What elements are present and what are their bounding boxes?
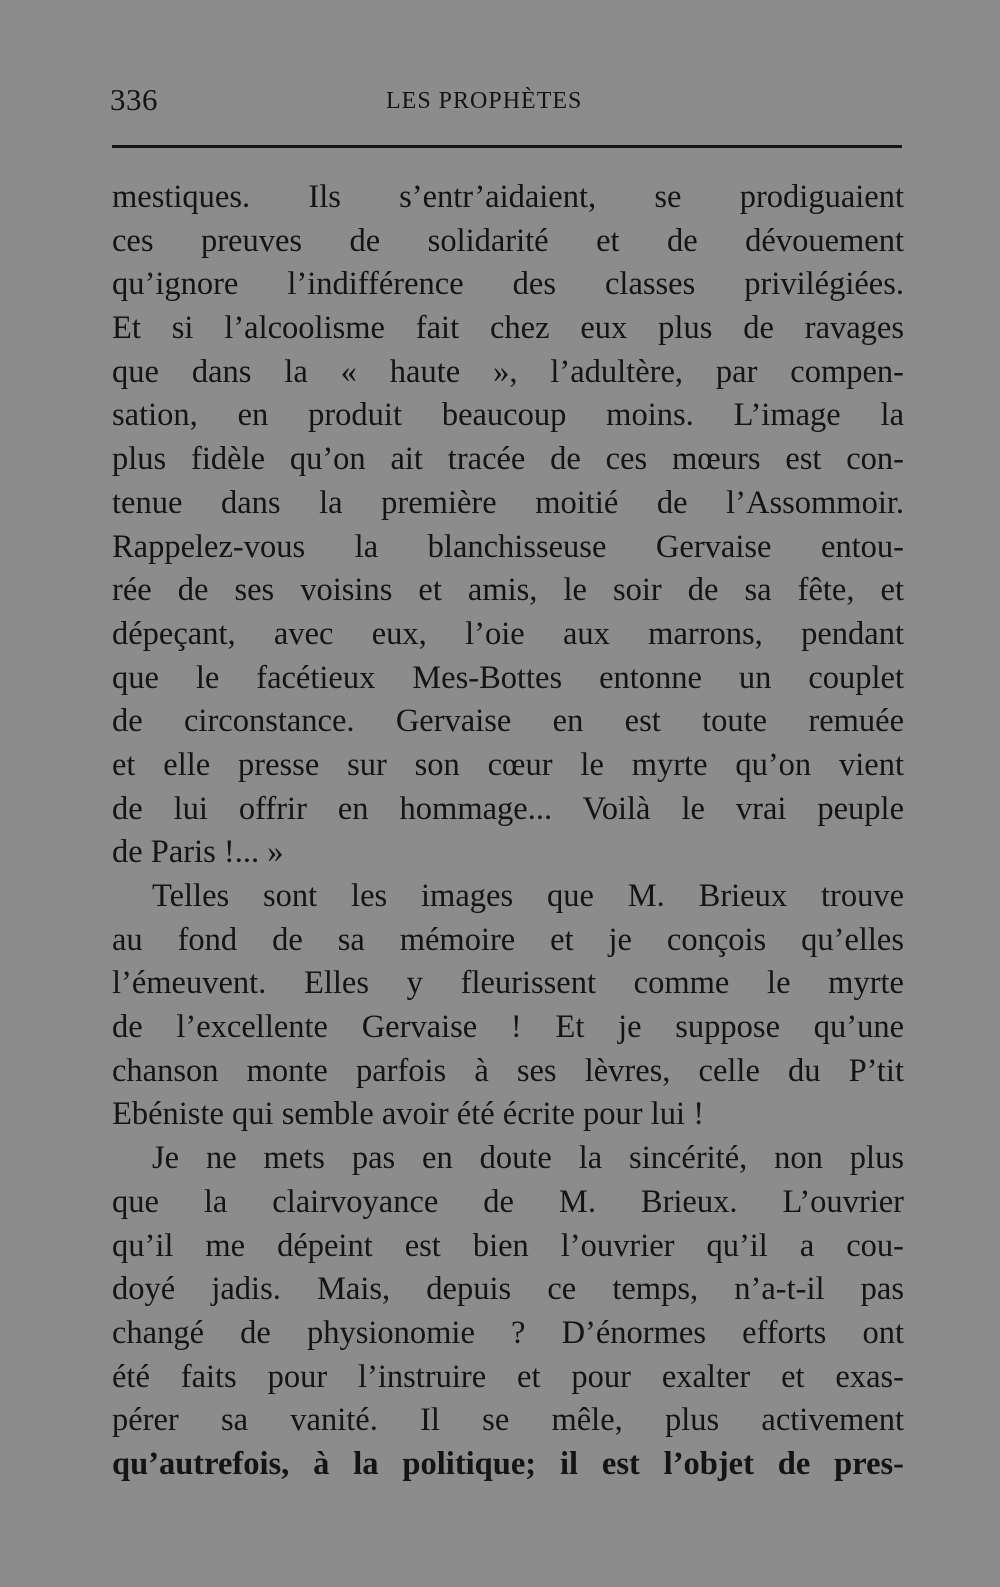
text-line: Telles sont les images que M. Brieux trouve: [152, 878, 904, 914]
text-line: Et si l’alcoolisme fait chez eux plus de ravages: [112, 310, 904, 347]
text-line: que dans la « haute », l’adultère, par compen-: [112, 353, 904, 390]
page-header: [110, 80, 910, 130]
text-line: de l’excellente Gervaise ! Et je suppose qu’une: [112, 1009, 904, 1046]
text-line: rée de ses voisins et amis, le soir de sa fête, et: [112, 572, 904, 609]
running-title: LES PROPHÈTES: [386, 88, 583, 114]
text-line: tenue dans la première moitié de l’Assommoir.: [112, 484, 904, 521]
text-line: qu’il me dépeint est bien l’ouvrier qu’il a cou-: [112, 1227, 904, 1264]
text-line: l’émeuvent. Elles y fleurissent comme le myrte: [112, 965, 904, 1002]
page-number: 336: [110, 82, 158, 117]
text-line: Rappelez-vous la blanchisseuse Gervaise entou-: [112, 528, 904, 565]
text-line: dépeçant, avec eux, l’oie aux marrons, pendant: [112, 615, 904, 652]
text-line: que le facétieux Mes-Bottes entonne un couplet: [112, 659, 904, 696]
text-line: que la clairvoyance de M. Brieux. L’ouvrier: [112, 1183, 904, 1220]
text-line: qu’autrefois, à la politique; il est l’objet de pres-: [112, 1445, 904, 1482]
text-line: et elle presse sur son cœur le myrte qu’on vient: [112, 746, 904, 783]
text-line: plus fidèle qu’on ait tracée de ces mœurs est con-: [112, 441, 904, 478]
header-rule: [112, 145, 902, 148]
text-line: Je ne mets pas en doute la sincérité, non plus: [152, 1140, 904, 1177]
text-line: chanson monte parfois à ses lèvres, celle du P’tit: [112, 1052, 904, 1089]
text-line: Ebéniste qui semble avoir été écrite pour lui !: [112, 1096, 705, 1133]
text-line: mestiques. Ils s’entr’aidaient, se prodiguaient: [112, 179, 904, 215]
text-line: qu’ignore l’indifférence des classes privilégiées.: [112, 266, 904, 303]
text-line: de lui offrir en hommage... Voilà le vrai peuple: [112, 790, 904, 827]
text-line: pérer sa vanité. Il se mêle, plus activement: [112, 1402, 904, 1439]
text-line: sation, en produit beaucoup moins. L’image la: [112, 397, 904, 434]
body-text: [112, 176, 904, 1487]
text-line: de circonstance. Gervaise en est toute remuée: [112, 703, 904, 740]
text-line: de Paris !... »: [112, 834, 284, 871]
text-line: au fond de sa mémoire et je conçois qu’elles: [112, 921, 904, 958]
text-line: doyé jadis. Mais, depuis ce temps, n’a-t-il pas: [112, 1271, 904, 1308]
text-line: changé de physionomie ? D’énormes efforts ont: [112, 1314, 904, 1351]
text-line: été faits pour l’instruire et pour exalter et exas-: [112, 1358, 904, 1395]
text-line: ces preuves de solidarité et de dévouement: [112, 222, 904, 259]
